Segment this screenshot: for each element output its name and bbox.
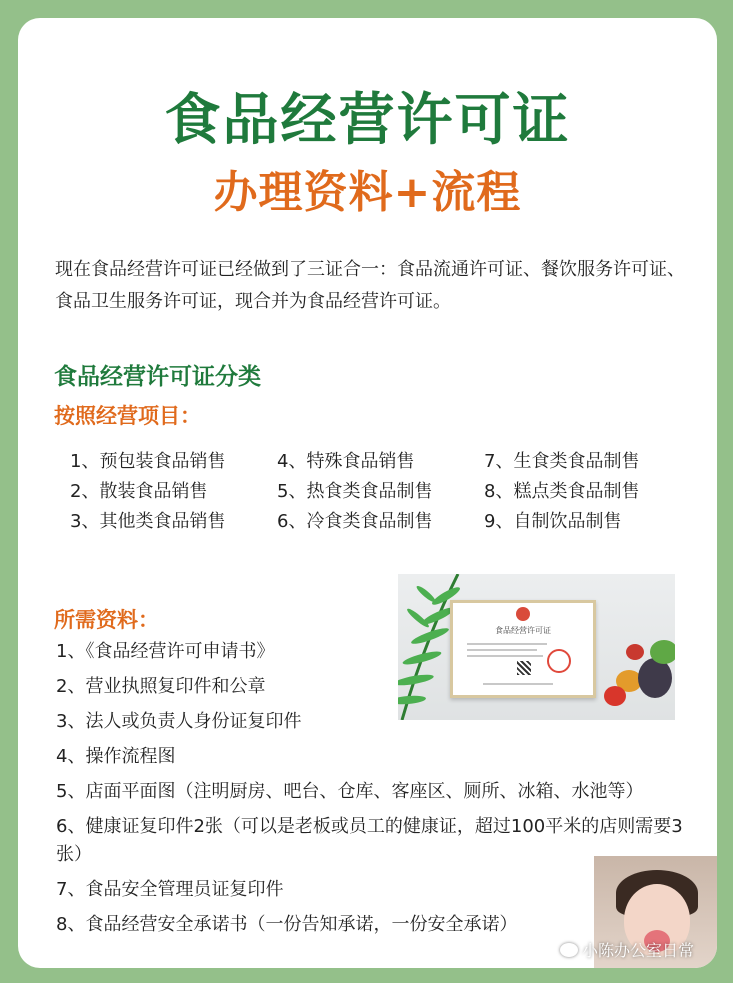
classification-grid [70, 450, 690, 533]
material-item: 1、《食品经营许可申请书》 [56, 641, 275, 662]
classification-item: 4、特殊食品销售 [277, 451, 415, 472]
main-title: 食品经营许可证 [164, 88, 571, 153]
material-item: 6、健康证复印件2张（可以是老板或员工的健康证，超过100平米的店则需要3张） [56, 816, 683, 865]
tomato-icon [626, 644, 644, 660]
cert-text-line [467, 655, 543, 657]
classification-title: 食品经营许可证分类 [54, 364, 261, 390]
watermark-text: 小陈办公室日常 [582, 941, 695, 960]
classification-item: 9、自制饮品制售 [484, 511, 622, 532]
material-item: 5、店面平面图（注明厨房、吧台、仓库、客座区、厕所、冰箱、水池等） [56, 781, 644, 802]
material-item: 7、食品安全管理员证复印件 [56, 879, 284, 900]
cert-text-line [483, 683, 553, 685]
subtitle: 办理资料+流程 [213, 167, 522, 218]
classification-item: 5、热食类食品制售 [277, 481, 433, 502]
lettuce-icon [650, 640, 675, 664]
classification-item: 1、预包装食品销售 [70, 451, 226, 472]
certificate-photo [398, 574, 675, 720]
classification-item: 6、冷食类食品制售 [277, 511, 433, 532]
tomato-icon [604, 686, 626, 706]
cert-text-line [467, 649, 537, 651]
material-item: 2、营业执照复印件和公章 [56, 676, 266, 697]
poster-card [18, 18, 717, 968]
certificate-document [450, 600, 596, 698]
intro-paragraph: 现在食品经营许可证已经做到了三证合一：食品流通许可证、餐饮服务许可证、食品卫生服务许可证，现合并为食品经营许可证。 [55, 259, 685, 312]
eggplant-icon [638, 658, 672, 698]
cert-text-line [467, 643, 547, 645]
by-project-label: 按照经营项目： [54, 404, 201, 428]
wechat-icon [560, 943, 578, 957]
watermark [560, 938, 694, 961]
classification-item: 8、糕点类食品制售 [484, 481, 640, 502]
red-stamp-icon [547, 649, 571, 673]
classification-item: 7、生食类食品制售 [484, 451, 640, 472]
material-item: 8、食品经营安全承诺书（一份告知承诺，一份安全承诺） [56, 914, 518, 935]
national-emblem-icon [516, 607, 530, 621]
material-item: 4、操作流程图 [56, 746, 176, 767]
qr-code-icon [517, 661, 531, 675]
classification-item: 3、其他类食品销售 [70, 511, 226, 532]
certificate-title: 食品经营许可证 [495, 626, 551, 635]
material-item: 3、法人或负责人身份证复印件 [56, 711, 302, 732]
materials-title: 所需资料： [54, 608, 159, 632]
classification-item: 2、散装食品销售 [70, 481, 208, 502]
